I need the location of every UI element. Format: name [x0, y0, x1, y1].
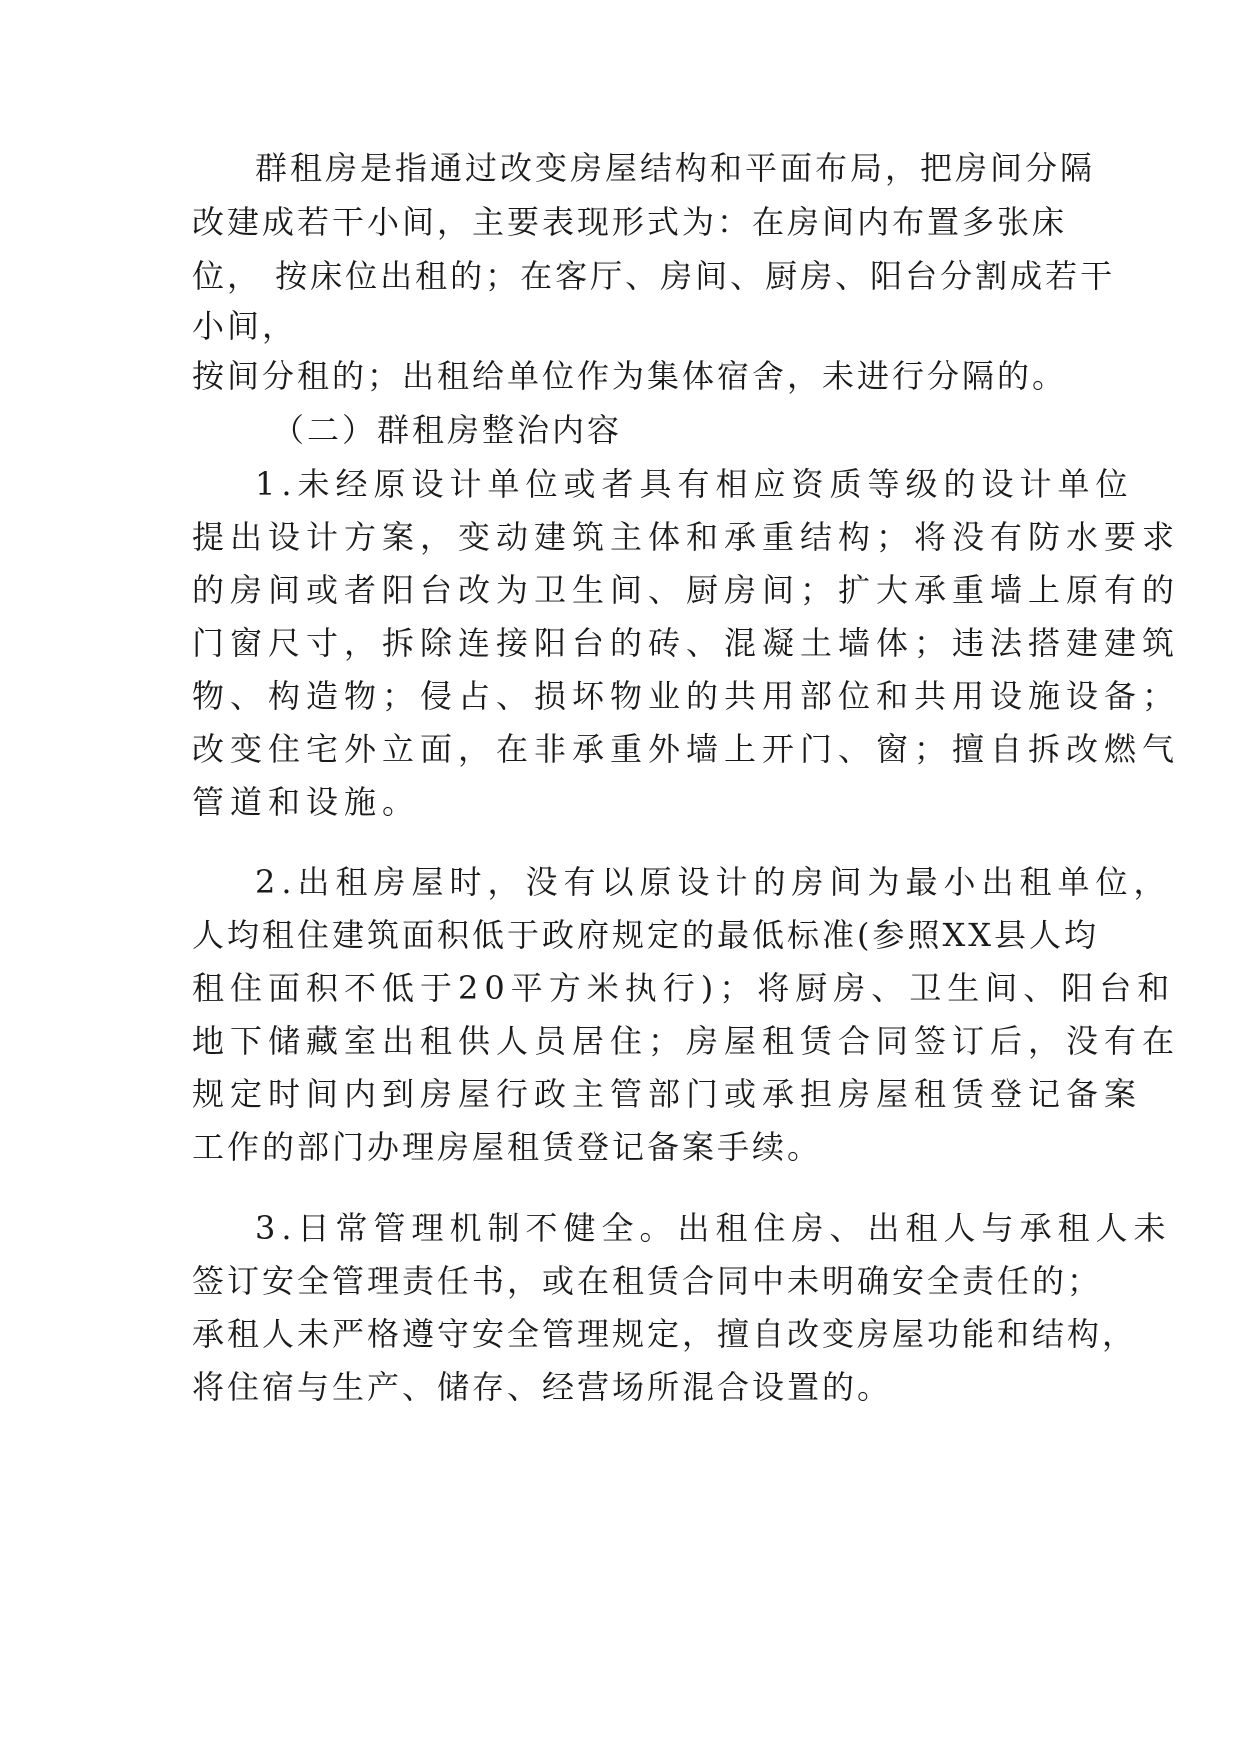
paragraph-line: 群租房是指通过改变房屋结构和平面布局，把房间分隔: [255, 149, 1096, 187]
paragraph-line: 3.日常管理机制不健全。出租住房、出租人与承租人未: [255, 1209, 1172, 1247]
paragraph-line: 小间，: [192, 307, 298, 345]
paragraph-line: 门窗尺寸，拆除连接阳台的砖、混凝土墙体；违法搭建建筑: [192, 624, 1181, 662]
paragraph-line: 改建成若干小间，主要表现形式为：在房间内布置多张床: [192, 203, 1068, 241]
paragraph-line: 规定时间内到房屋行政主管部门或承担房屋租赁登记备案: [192, 1075, 1143, 1113]
paragraph-line: 管道和设施。: [192, 783, 421, 821]
section-heading: （二）群租房整治内容: [272, 411, 623, 449]
paragraph-line: 按间分租的；出租给单位作为集体宿舍，未进行分隔的。: [192, 357, 1068, 395]
paragraph-line: 将住宿与生产、储存、经营场所混合设置的。: [192, 1368, 893, 1406]
paragraph-line: 物、构造物；侵占、损坏物业的共用部位和共用设施设备；: [192, 677, 1181, 715]
paragraph-line: 工作的部门办理房屋租赁登记备案手续。: [192, 1128, 823, 1166]
paragraph-line: 人均租住建筑面积低于政府规定的最低标准(参照XX县人均: [192, 916, 1100, 954]
paragraph-line: 改变住宅外立面，在非承重外墙上开门、窗；擅自拆改燃气: [192, 730, 1181, 768]
paragraph-line: 承租人未严格遵守安全管理规定，擅自改变房屋功能和结构，: [192, 1315, 1138, 1353]
paragraph-line: 提出设计方案，变动建筑主体和承重结构；将没有防水要求: [192, 518, 1181, 556]
paragraph-line: 2.出租房屋时，没有以原设计的房间为最小出租单位，: [255, 863, 1172, 901]
paragraph-line: 位， 按床位出租的；在客厅、房间、厨房、阳台分割成若干: [192, 257, 1116, 295]
paragraph-line: 1.未经原设计单位或者具有相应资质等级的设计单位: [255, 465, 1134, 503]
paragraph-line: 签订安全管理责任书，或在租赁合同中未明确安全责任的；: [192, 1262, 1103, 1300]
paragraph-line: 租住面积不低于20平方米执行)；将厨房、卫生间、阳台和: [192, 969, 1176, 1007]
paragraph-line: 的房间或者阳台改为卫生间、厨房间；扩大承重墙上原有的: [192, 571, 1181, 609]
paragraph-line: 地下储藏室出租供人员居住；房屋租赁合同签订后，没有在: [192, 1022, 1181, 1060]
